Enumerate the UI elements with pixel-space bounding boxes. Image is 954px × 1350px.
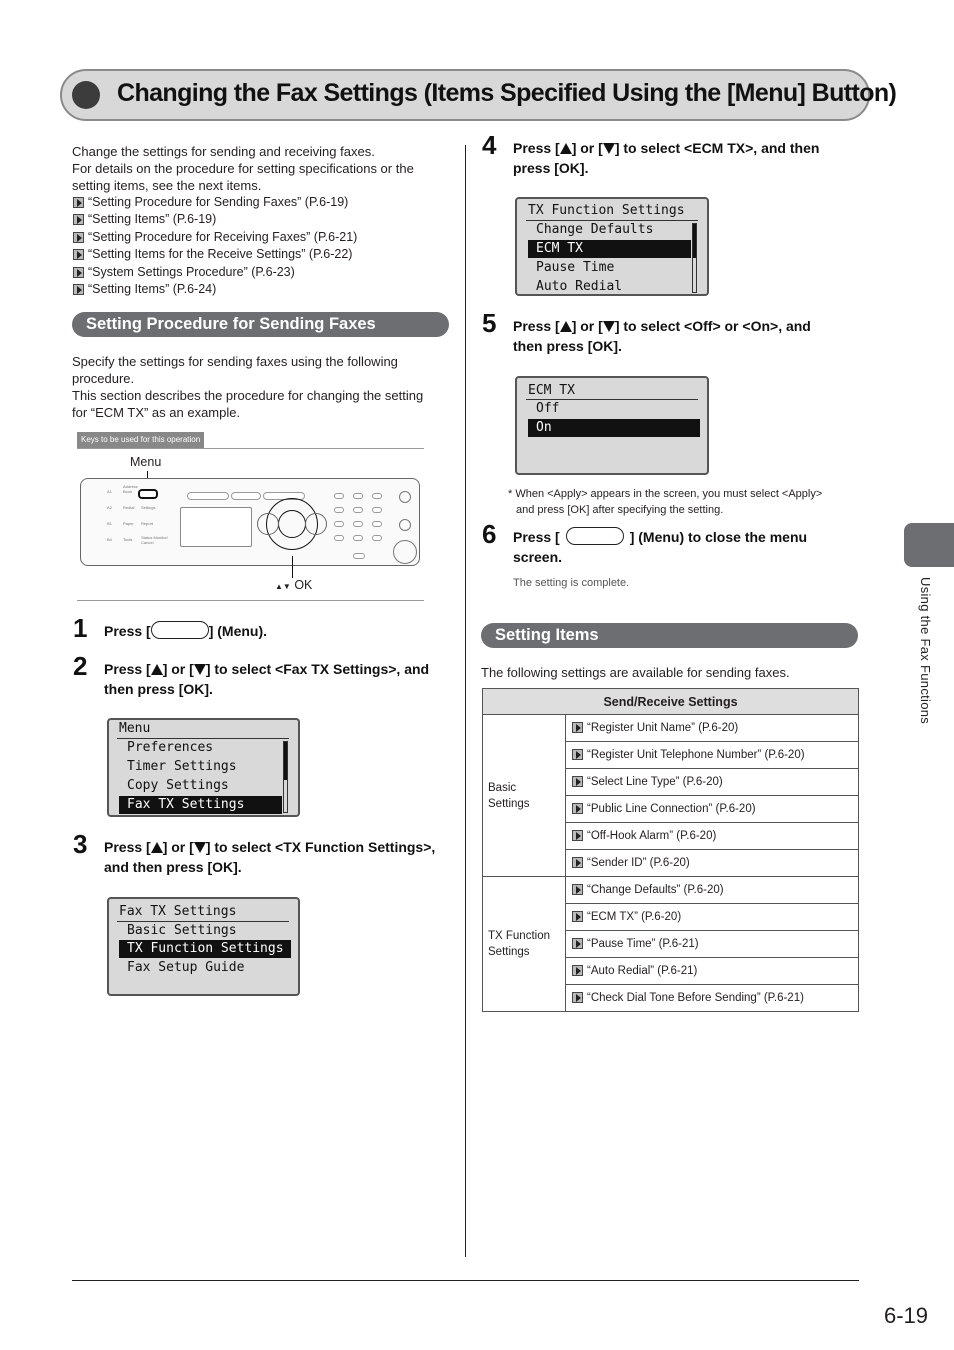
intro-line: For details on the procedure for setting specifications or the: [72, 161, 414, 176]
arrow-link-icon: [572, 749, 583, 760]
item-link[interactable]: “Sender ID” (P.6-20): [587, 857, 690, 869]
step-3-text: [104, 837, 454, 877]
item-cell[interactable]: [566, 985, 859, 1012]
category-cell: [483, 715, 566, 877]
step-text-part: ] to select <Fax TX Settings>, and: [205, 661, 430, 677]
step-text-part: ] (Menu).: [208, 623, 268, 639]
item-cell[interactable]: [566, 823, 859, 850]
arrow-link-icon: [73, 232, 84, 243]
lcd-item: Fax Setup Guide: [127, 960, 245, 975]
chapter-tab: [904, 523, 954, 567]
step-text-part: Press [: [513, 318, 560, 334]
step-text-part: then press [OK].: [513, 338, 622, 354]
item-link[interactable]: “Register Unit Name” (P.6-20): [587, 722, 739, 734]
lcd-item: Off: [536, 401, 560, 416]
arrow-link-icon: [572, 776, 583, 787]
lcd-ecm-screen: [515, 376, 709, 475]
link-item[interactable]: [73, 211, 357, 228]
step-4-text: [513, 138, 858, 178]
menu-key-label: Menu: [130, 455, 162, 469]
item-link[interactable]: “Select Line Type” (P.6-20): [587, 776, 723, 788]
item-link[interactable]: “Off-Hook Alarm” (P.6-20): [587, 830, 717, 842]
item-cell[interactable]: [566, 904, 859, 931]
paragraph-line: procedure.: [72, 371, 135, 386]
arrow-link-icon: [572, 911, 583, 922]
arrow-link-icon: [73, 197, 84, 208]
column-divider: [465, 145, 466, 1257]
intro-line: setting items, see the next items.: [72, 178, 262, 193]
link-text[interactable]: “System Settings Procedure” (P.6-23): [88, 264, 295, 279]
intro: [72, 143, 452, 194]
step-text-part: Press [: [104, 839, 151, 855]
category-cell: [483, 877, 566, 1012]
footer-rule: [72, 1280, 859, 1281]
section1-text: [72, 353, 452, 421]
down-arrow-icon: [603, 321, 615, 332]
arrow-link-icon: [73, 249, 84, 260]
arrow-link-icon: [572, 803, 583, 814]
lcd-title: Menu: [119, 721, 151, 736]
section2-intro: The following settings are available for sending faxes.: [481, 665, 790, 680]
lcd-item: Copy Settings: [127, 778, 229, 793]
step-text-part: then press [OK].: [104, 681, 213, 697]
table-header: Send/Receive Settings: [483, 689, 859, 715]
lcd-item: Pause Time: [536, 260, 615, 275]
link-text[interactable]: “Setting Items for the Receive Settings” (P.6-22): [88, 247, 353, 262]
paragraph-line: Specify the settings for sending faxes using the following: [72, 354, 398, 369]
step-text-part: press [OK].: [513, 160, 589, 176]
item-cell[interactable]: [566, 769, 859, 796]
menu-key-icon: [151, 621, 209, 639]
link-text[interactable]: “Setting Items” (P.6-24): [88, 281, 217, 296]
up-arrow-icon: [560, 143, 572, 154]
arrow-link-icon: [73, 214, 84, 225]
item-cell[interactable]: [566, 850, 859, 877]
menu-key-icon: [566, 527, 624, 545]
link-text[interactable]: “Setting Procedure for Sending Faxes” (P.6-19): [88, 195, 349, 209]
ok-key-caption: ▲▼ OK: [275, 578, 313, 592]
panel-display: [180, 507, 252, 547]
arrow-link-icon: [572, 884, 583, 895]
step-text-part: ] to select <Off> or <On>, and: [614, 318, 811, 334]
table-row: [483, 877, 859, 904]
lcd-title: TX Function Settings: [528, 203, 685, 218]
step-5-text: [513, 316, 858, 356]
lcd-title: Fax TX Settings: [119, 904, 237, 919]
chapter-label: Using the Fax Functions: [918, 577, 933, 725]
up-arrow-icon: [151, 842, 163, 853]
step-2-text: [104, 659, 449, 699]
step-text-part: Press [: [513, 529, 560, 545]
down-arrow-icon: [194, 664, 206, 675]
lcd-item: Auto Redial: [536, 279, 623, 294]
paragraph-line: This section describes the procedure for changing the setting: [72, 388, 424, 403]
step-text-part: ] to select <TX Function Settings>,: [205, 839, 436, 855]
footnote: [508, 486, 868, 518]
page-number: 6-19: [884, 1303, 929, 1328]
settings-table-wrap: [482, 688, 859, 1012]
scrollbar: [283, 741, 288, 813]
link-item[interactable]: [73, 264, 357, 281]
lcd-title: ECM TX: [528, 383, 575, 398]
page-title: Changing the Fax Settings (Items Specified Using the [Menu] Button): [117, 79, 897, 107]
lcd-menu-screen: [107, 718, 300, 817]
step-1-text: [104, 621, 267, 641]
item-link[interactable]: “Check Dial Tone Before Sending” (P.6-21): [587, 992, 804, 1004]
lcd-item-selected: ECM TX: [528, 240, 691, 258]
step-text-part: ] or [: [162, 839, 194, 855]
arrow-link-icon: [572, 722, 583, 733]
ok-label: OK: [294, 578, 313, 592]
intro-links: [73, 194, 357, 298]
step-number: 1: [73, 613, 88, 643]
ok-key[interactable]: [278, 510, 306, 538]
arrow-link-icon: [572, 857, 583, 868]
step-text-part: Press [: [513, 140, 560, 156]
intro-line: Change the settings for sending and receiving faxes.: [72, 144, 375, 159]
category-label: Settings: [488, 797, 530, 810]
step-text-part: Press [: [104, 623, 151, 639]
item-link[interactable]: “ECM TX” (P.6-20): [587, 911, 682, 923]
link-text[interactable]: “Setting Procedure for Receiving Faxes” (P.6-21): [88, 229, 358, 244]
section-heading-setting-items: Setting Items: [481, 623, 858, 648]
category-label: Settings: [488, 946, 530, 958]
lcd-tx-function-screen: [515, 197, 709, 296]
item-link[interactable]: “Public Line Connection” (P.6-20): [587, 803, 756, 815]
step-text-part: ] or [: [162, 661, 194, 677]
step-number: 3: [73, 829, 88, 859]
step-text-part: Press [: [104, 661, 151, 677]
table-row: [483, 715, 859, 742]
title-bullet-icon: [72, 81, 100, 109]
operation-panel-illustration: A1 Address Book A2 Redial B1 Paper B4 Tools Settings Report Status Monitor/ Cancel: [80, 478, 420, 566]
link-item[interactable]: [73, 246, 357, 263]
footnote-line: * When <Apply> appears in the screen, you must select <Apply>: [508, 488, 823, 500]
link-item[interactable]: [73, 281, 357, 298]
step-number: 2: [73, 651, 88, 681]
up-arrow-icon: [560, 321, 572, 332]
step-text-part: screen.: [513, 549, 563, 565]
link-item[interactable]: [73, 194, 357, 211]
link-item[interactable]: [73, 229, 357, 246]
arrow-link-icon: [572, 938, 583, 949]
lcd-item: Preferences: [127, 740, 214, 755]
section-heading-sending: Setting Procedure for Sending Faxes: [72, 312, 449, 337]
divider: [77, 600, 424, 601]
footnote-line: and press [OK] after specifying the setting.: [516, 504, 724, 516]
settings-table: [482, 688, 859, 1012]
arrow-link-icon: [572, 830, 583, 841]
menu-key-highlight[interactable]: [138, 489, 158, 499]
paragraph-line: for “ECM TX” as an example.: [72, 405, 241, 420]
item-link[interactable]: “Change Defaults” (P.6-20): [587, 884, 724, 896]
ok-pointer: [292, 556, 293, 578]
step-text-part: ] (Menu) to close the menu: [629, 529, 808, 545]
arrow-link-icon: [572, 992, 583, 1003]
step-number: 5: [482, 308, 497, 338]
up-arrow-icon: [151, 664, 163, 675]
item-link[interactable]: “Pause Time” (P.6-21): [587, 938, 699, 950]
step-text-part: and then press [OK].: [104, 859, 242, 875]
item-cell[interactable]: [566, 796, 859, 823]
arrow-link-icon: [73, 267, 84, 278]
link-text[interactable]: “Setting Items” (P.6-19): [88, 212, 217, 227]
step-6-note: The setting is complete.: [513, 577, 630, 589]
keys-label: Keys to be used for this operation: [77, 432, 204, 448]
item-cell[interactable]: [566, 931, 859, 958]
arrow-link-icon: [572, 965, 583, 976]
item-link[interactable]: “Auto Redial” (P.6-21): [587, 965, 698, 977]
step-6-text: [513, 527, 858, 567]
lcd-item-selected: TX Function Settings: [119, 940, 291, 958]
down-arrow-icon: [603, 143, 615, 154]
item-cell[interactable]: [566, 742, 859, 769]
step-text-part: ] or [: [571, 318, 603, 334]
step-text-part: ] or [: [571, 140, 603, 156]
item-cell[interactable]: [566, 958, 859, 985]
category-label: Basic: [488, 781, 517, 794]
down-arrow-icon: [194, 842, 206, 853]
lcd-item: Basic Settings: [127, 923, 237, 938]
item-link[interactable]: “Register Unit Telephone Number” (P.6-20): [587, 749, 805, 761]
step-number: 6: [482, 519, 497, 549]
lcd-item: Timer Settings: [127, 759, 237, 774]
lcd-item-selected: On: [528, 419, 700, 437]
item-cell[interactable]: [566, 715, 859, 742]
category-label: TX Function: [488, 930, 550, 942]
step-text-part: ] to select <ECM TX>, and then: [614, 140, 820, 156]
divider: [77, 448, 424, 449]
scrollbar: [692, 223, 697, 293]
lcd-fax-tx-screen: [107, 897, 300, 996]
lcd-item-selected: Fax TX Settings: [119, 796, 282, 814]
arrow-link-icon: [73, 284, 84, 295]
item-cell[interactable]: [566, 877, 859, 904]
step-number: 4: [482, 130, 497, 160]
lcd-item: Change Defaults: [536, 222, 654, 237]
